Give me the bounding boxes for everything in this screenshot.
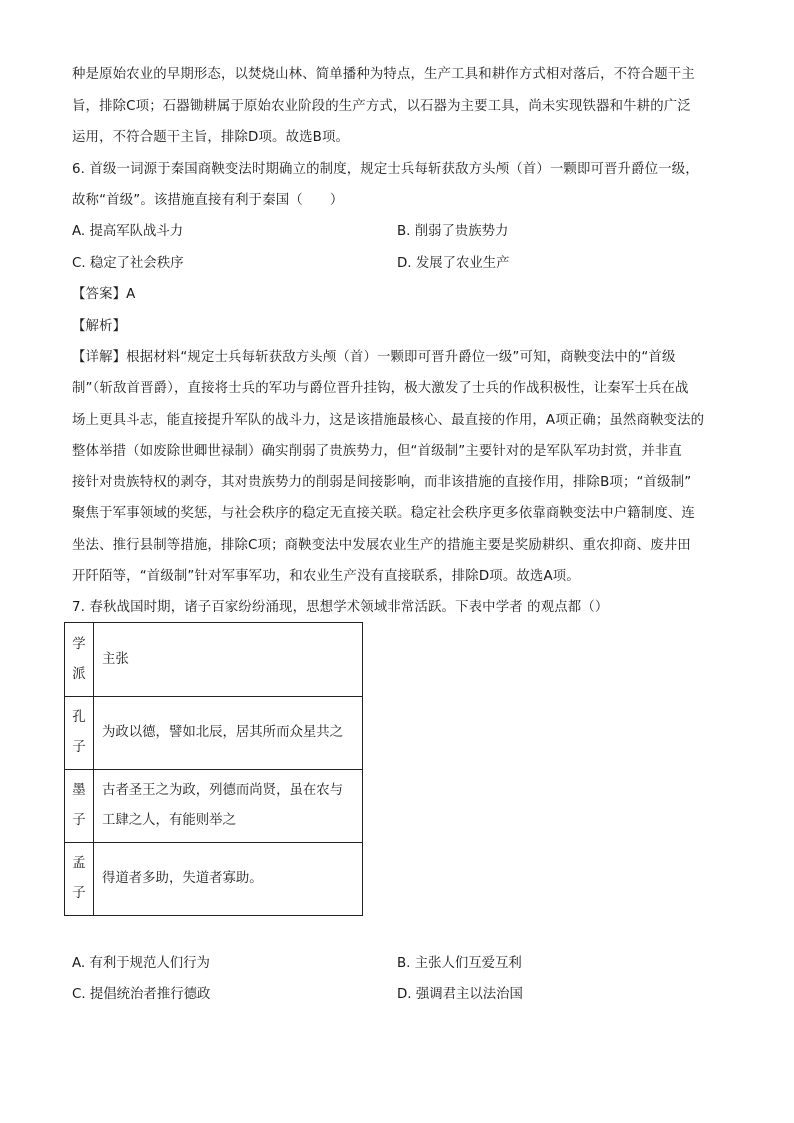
q7-option-c: C. 提倡统治者推行德政: [72, 987, 211, 1002]
q6-option-b: B. 削弱了贵族势力: [397, 224, 509, 239]
q6-detail-line: 接针对贵族特权的剥夺，其对贵族势力的削弱是间接影响，而非该措施的直接作用，排除B项；“首级制”: [72, 475, 692, 490]
table-row: [65, 697, 363, 770]
table-cell-claim: 古者圣王之为政，列德而尚贤，虽在农与 工肆之人，有能则举之: [94, 770, 363, 843]
table-row: [65, 843, 363, 916]
table-cell-school: 墨 子: [65, 770, 94, 843]
q6-answer: 【答案】A: [72, 287, 136, 302]
q7-option-b: B. 主张人们互爱互利: [397, 956, 522, 971]
q6-detail-line: 【详解】根据材料“规定士兵每斩获敌方头颅（首）一颗即可晋升爵位一级”可知，商鞅变法中的“首级: [72, 350, 676, 365]
q6-option-d: D. 发展了农业生产: [397, 256, 510, 271]
q6-analysis-label: 【解析】: [72, 319, 127, 334]
q6-option-c: C. 稳定了社会秩序: [72, 256, 184, 271]
table-header-row: [65, 623, 363, 697]
prev-answer-line: 种是原始农业的早期形态，以焚烧山林、简单播种为特点，生产工具和耕作方式相对落后，不符合题干主: [72, 67, 695, 82]
table-row: [65, 770, 363, 843]
q7-option-d: D. 强调君主以法治国: [397, 987, 523, 1002]
q6-detail-line: 聚焦于军事领域的奖惩，与社会秩序的稳定无直接关联。稳定社会秩序更多依靠商鞅变法中户籍制度、连: [72, 506, 695, 521]
question-6-stem: 故称“首级”。该措施直接有利于秦国（ ）: [72, 193, 344, 208]
q6-detail-line: 制”（斩敌首晋爵），直接将士兵的军功与爵位晋升挂钩，极大激发了士兵的作战积极性，让秦军士兵在战: [72, 381, 689, 396]
prev-answer-line: 运用，不符合题干主旨，排除D项。故选B项。: [72, 130, 350, 145]
q6-detail-line: 整体举措（如废除世卿世禄制）确实削弱了贵族势力，但“首级制”主要针对的是军队军功封赏，并非直: [72, 444, 682, 459]
table-cell-school: 孔 子: [65, 697, 94, 770]
table-cell-school: 孟 子: [65, 843, 94, 916]
table-cell-claim: 为政以德，譬如北辰，居其所而众星共之: [94, 697, 363, 770]
q7-option-a: A. 有利于规范人们行为: [72, 956, 210, 971]
question-6-stem: 6. 首级一词源于秦国商鞅变法时期确立的制度，规定士兵每斩获敌方头颅（首）一颗即可晋升爵位一级，: [72, 162, 699, 177]
table-cell-claim: 得道者多助，失道者寡助。: [94, 843, 363, 916]
schools-table: [64, 622, 363, 916]
q6-detail-line: 坐法、推行县制等措施，排除C项；商鞅变法中发展农业生产的措施主要是奖励耕织、重农抑商、废井田: [72, 538, 691, 553]
q6-option-a: A. 提高军队战斗力: [72, 224, 184, 239]
prev-answer-line: 旨，排除C项；石器锄耕属于原始农业阶段的生产方式，以石器为主要工具，尚未实现铁器和牛耕的广泛: [72, 99, 691, 114]
table-header-school: 学 派: [65, 623, 94, 697]
q6-detail-line: 开阡陌等，“首级制”针对军事军功，和农业生产没有直接联系，排除D项。故选A项。: [72, 569, 580, 584]
q6-detail-line: 场上更具斗志，能直接提升军队的战斗力，这是该措施最核心、最直接的作用，A项正确；虽然商鞅变法的: [72, 413, 705, 428]
question-7-stem: 7. 春秋战国时期，诸子百家纷纷涌现，思想学术领域非常活跃。下表中学者 的观点都（）: [72, 600, 609, 615]
table-header-claim: 主张: [94, 623, 363, 697]
